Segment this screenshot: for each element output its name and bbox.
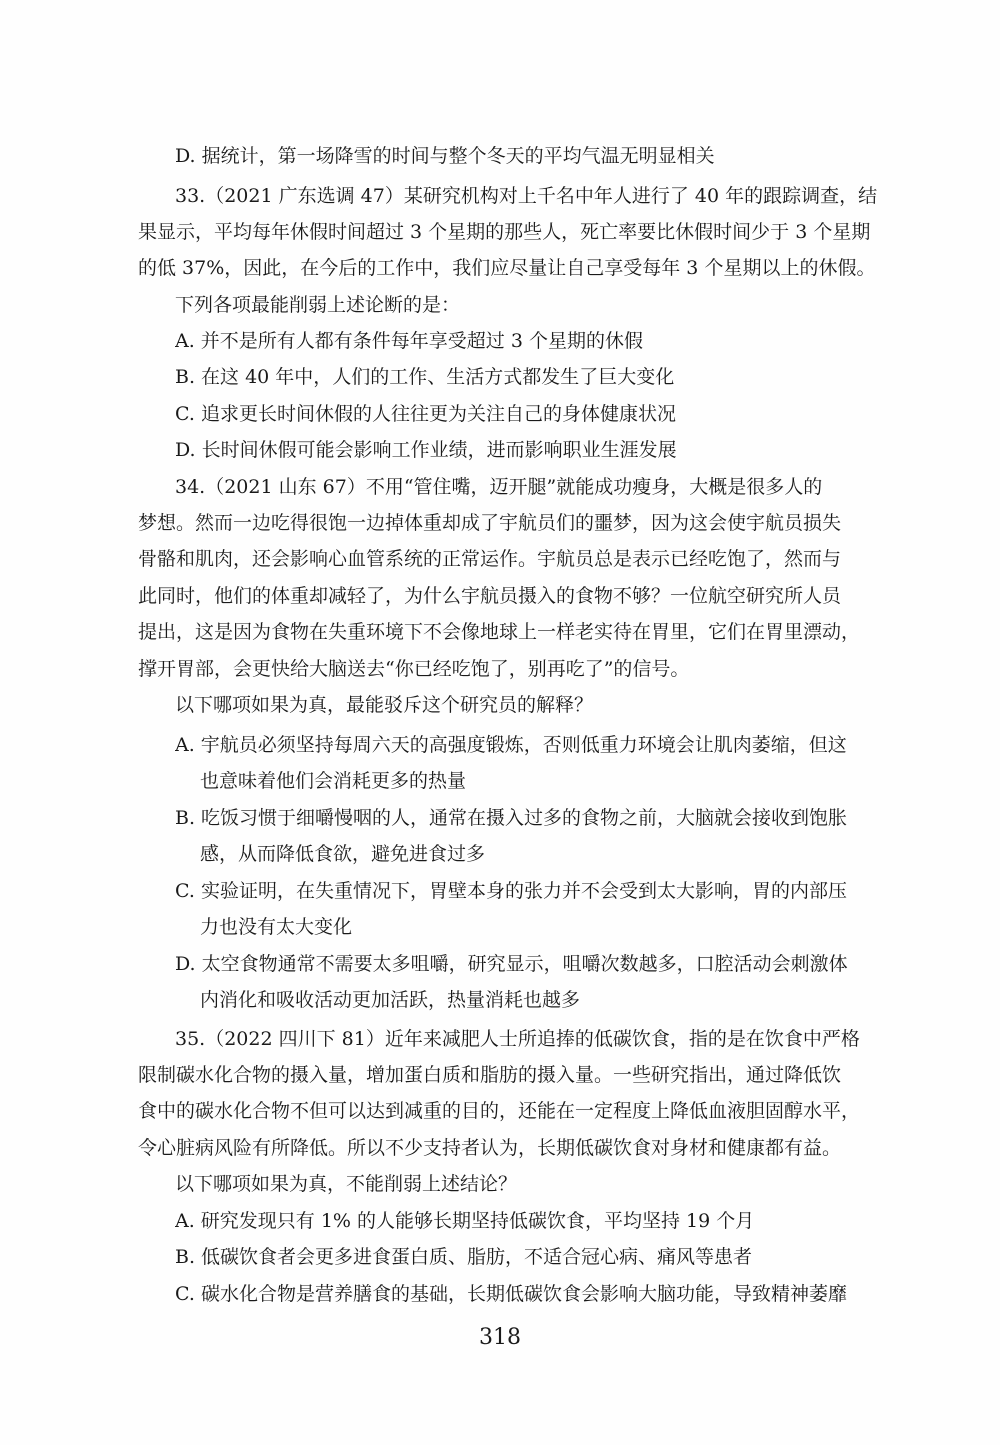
q35-option-a: A. 研究发现只有 1% 的人能够长期坚持低碳饮食，平均坚持 19 个月 [175,1210,755,1232]
q34-option-b: B. 吃饭习惯于细嚼慢咽的人，通常在摄入过多的食物之前，大脑就会接收到饱胀 [175,807,848,829]
q33-stem-line-1: 33.（2021 广东选调 47）某研究机构对上千名中年人进行了 40 年的跟踪调查，结 [175,185,878,207]
q32-option-d: D. 据统计，第一场降雪的时间与整个冬天的平均气温无明显相关 [175,145,715,167]
q33-option-d: D. 长时间休假可能会影响工作业绩，进而影响职业生涯发展 [175,439,677,461]
q35-stem-line-2: 限制碳水化合物的摄入量，增加蛋白质和脂肪的摄入量。一些研究指出，通过降低饮 [138,1064,842,1086]
q35-option-c: C. 碳水化合物是营养膳食的基础，长期低碳饮食会影响大脑功能，导致精神萎靡 [175,1283,847,1305]
q34-stem-line-3: 骨骼和肌肉，还会影响心血管系统的正常运作。宇航员总是表示已经吃饱了，然而与 [138,548,842,570]
q35-stem-line-3: 食中的碳水化合物不但可以达到减重的目的，还能在一定程度上降低血液胆固醇水平， [138,1100,861,1122]
q34-stem-line-2: 梦想。然而一边吃得很饱一边掉体重却成了宇航员们的噩梦，因为这会使宇航员损失 [138,512,842,534]
q33-option-a: A. 并不是所有人都有条件每年享受超过 3 个星期的休假 [175,330,643,352]
q34-prompt: 以下哪项如果为真，最能驳斥这个研究员的解释？ [175,694,594,716]
q33-prompt: 下列各项最能削弱上述论断的是： [175,294,461,316]
q35-stem-line-4: 令心脏病风险有所降低。所以不少支持者认为，长期低碳饮食对身材和健康都有益。 [138,1137,842,1159]
q34-option-a-cont: 也意味着他们会消耗更多的热量 [200,770,467,792]
q35-option-b: B. 低碳饮食者会更多进食蛋白质、脂肪，不适合冠心病、痛风等患者 [175,1246,753,1268]
q33-stem-line-2: 果显示，平均每年休假时间超过 3 个星期的那些人，死亡率要比休假时间少于 3 个星期 [138,221,871,243]
q34-stem-line-5: 提出，这是因为食物在失重环境下不会像地球上一样老实待在胃里，它们在胃里漂动， [138,621,861,643]
q33-stem-line-3: 的低 37%，因此，在今后的工作中，我们应尽量让自己享受每年 3 个星期以上的休假。 [138,257,876,279]
q34-option-c: C. 实验证明，在失重情况下，胃壁本身的张力并不会受到太大影响，胃的内部压 [175,880,847,902]
q34-option-d-cont: 内消化和吸收活动更加活跃，热量消耗也越多 [200,989,581,1011]
q34-option-b-cont: 感，从而降低食欲，避免进食过多 [200,843,486,865]
q34-option-a: A. 宇航员必须坚持每周六天的高强度锻炼，否则低重力环境会让肌肉萎缩，但这 [175,734,847,756]
q35-stem-line-1: 35.（2022 四川下 81）近年来减肥人士所追捧的低碳饮食，指的是在饮食中严格 [175,1028,860,1050]
q34-stem-line-6: 撑开胃部，会更快给大脑送去“你已经吃饱了，别再吃了”的信号。 [138,658,690,680]
q33-option-b: B. 在这 40 年中，人们的工作、生活方式都发生了巨大变化 [175,366,675,388]
q34-stem-line-4: 此同时，他们的体重却减轻了，为什么宇航员摄入的食物不够？一位航空研究所人员 [138,585,842,607]
q34-stem-line-1: 34.（2021 山东 67）不用“管住嘴，迈开腿”就能成功瘦身，大概是很多人的 [175,476,823,498]
q33-option-c: C. 追求更长时间休假的人往往更为关注自己的身体健康状况 [175,403,676,425]
q34-option-d: D. 太空食物通常不需要太多咀嚼，研究显示，咀嚼次数越多，口腔活动会刺激体 [175,953,848,975]
q35-prompt: 以下哪项如果为真，不能削弱上述结论？ [175,1173,518,1195]
page-number: 318 [479,1325,521,1350]
q34-option-c-cont: 力也没有太大变化 [200,916,353,938]
